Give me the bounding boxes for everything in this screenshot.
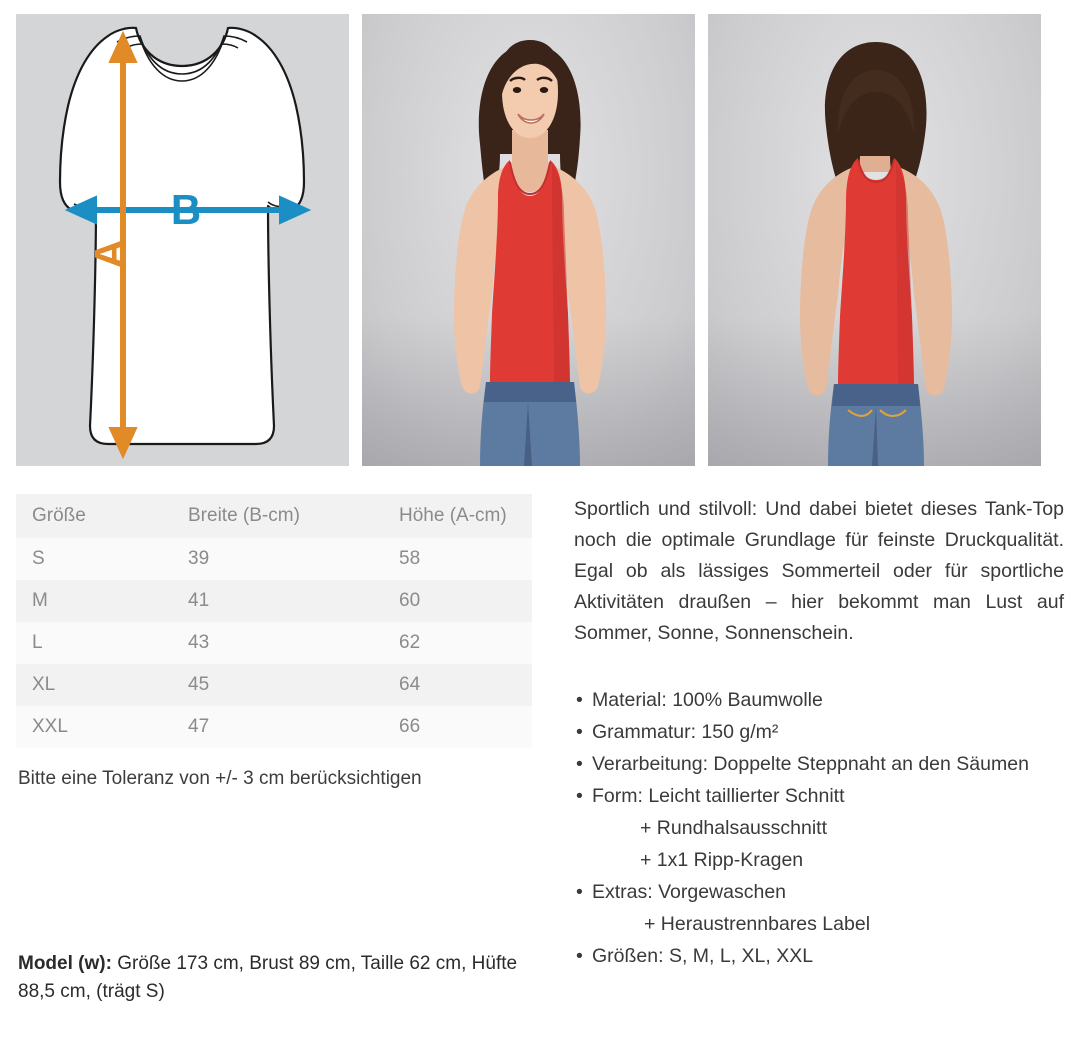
cell-size: M bbox=[16, 580, 172, 622]
table-row bbox=[16, 580, 532, 622]
list-item-sub bbox=[574, 813, 1064, 844]
spec-list bbox=[574, 685, 1064, 972]
cell-size: S bbox=[16, 538, 172, 580]
cell-height: 64 bbox=[383, 664, 532, 706]
bullet-icon: • bbox=[576, 721, 583, 743]
product-image-row bbox=[0, 0, 1080, 466]
bullet-icon: • bbox=[576, 753, 583, 775]
diagram-label-a: A bbox=[86, 238, 133, 270]
table-row bbox=[16, 538, 532, 580]
list-item-label: + 1x1 Ripp-Kragen bbox=[640, 849, 804, 871]
list-item-label: Material: 100% Baumwolle bbox=[592, 689, 823, 711]
list-item bbox=[574, 877, 1064, 908]
list-item bbox=[574, 717, 1064, 748]
model-front-figure bbox=[362, 14, 695, 466]
size-table-column bbox=[16, 494, 544, 973]
cell-width: 45 bbox=[172, 664, 383, 706]
table-row bbox=[16, 664, 532, 706]
list-item-label: Extras: Vorgewaschen bbox=[592, 881, 787, 903]
cell-height: 62 bbox=[383, 622, 532, 664]
table-row bbox=[16, 622, 532, 664]
cell-height: 58 bbox=[383, 538, 532, 580]
size-table bbox=[16, 494, 532, 748]
product-details bbox=[0, 466, 1080, 973]
size-table-header-row bbox=[16, 494, 532, 538]
list-item-sub bbox=[574, 845, 1064, 876]
list-item-sub bbox=[574, 909, 1064, 940]
list-item-label: Verarbeitung: Doppelte Steppnaht an den Säumen bbox=[592, 753, 1029, 775]
model-back-photo bbox=[708, 14, 1041, 466]
size-table-header-width: Breite (B-cm) bbox=[172, 494, 383, 538]
size-table-header-height: Höhe (A-cm) bbox=[383, 494, 532, 538]
size-table-header-size: Größe bbox=[16, 494, 172, 538]
list-item-label: Form: Leicht taillierter Schnitt bbox=[592, 785, 845, 807]
model-back-figure bbox=[708, 14, 1041, 466]
list-item bbox=[574, 941, 1064, 972]
list-item-label: Größen: S, M, L, XL, XXL bbox=[592, 945, 814, 967]
bullet-icon: • bbox=[576, 945, 583, 967]
tolerance-note: Bitte eine Toleranz von +/- 3 cm berücksichtigen bbox=[18, 768, 422, 789]
cell-size: XXL bbox=[16, 706, 172, 748]
cell-height: 66 bbox=[383, 706, 532, 748]
bullet-icon: • bbox=[576, 785, 583, 807]
cell-size: L bbox=[16, 622, 172, 664]
list-item-label: + Heraustrennbares Label bbox=[644, 913, 871, 935]
list-item-label: Grammatur: 150 g/m² bbox=[592, 721, 779, 743]
model-note-text: Größe 173 cm, Brust 89 cm, Taille 62 cm, Hüfte 88,5 cm, (trägt S) bbox=[18, 953, 518, 1002]
table-row bbox=[16, 706, 532, 748]
cell-size: XL bbox=[16, 664, 172, 706]
list-item-label: + Rundhalsausschnitt bbox=[640, 817, 827, 839]
bullet-icon: • bbox=[576, 881, 583, 903]
product-description: Sportlich und stilvoll: Und dabei bietet dieses Tank-Top noch die optimale Grundlage für feinste Druckqualität. Egal ob als lässiges Sommerteil oder für sportliche Aktivitäten draußen – hier bekommt man Lust auf Sommer, Sonne, Sonnenschein. bbox=[574, 498, 1064, 644]
list-item bbox=[574, 749, 1064, 780]
list-item bbox=[574, 685, 1064, 716]
model-front-photo bbox=[362, 14, 695, 466]
model-note-label: Model (w): bbox=[18, 953, 112, 974]
cell-width: 47 bbox=[172, 706, 383, 748]
cell-height: 60 bbox=[383, 580, 532, 622]
description-column bbox=[544, 494, 1064, 973]
list-item bbox=[574, 781, 1064, 812]
cell-width: 41 bbox=[172, 580, 383, 622]
cell-width: 43 bbox=[172, 622, 383, 664]
bullet-icon: • bbox=[576, 689, 583, 711]
cell-width: 39 bbox=[172, 538, 383, 580]
diagram-label-b: B bbox=[170, 186, 202, 233]
size-diagram-panel bbox=[16, 14, 349, 466]
model-measurements-note bbox=[18, 950, 548, 1006]
